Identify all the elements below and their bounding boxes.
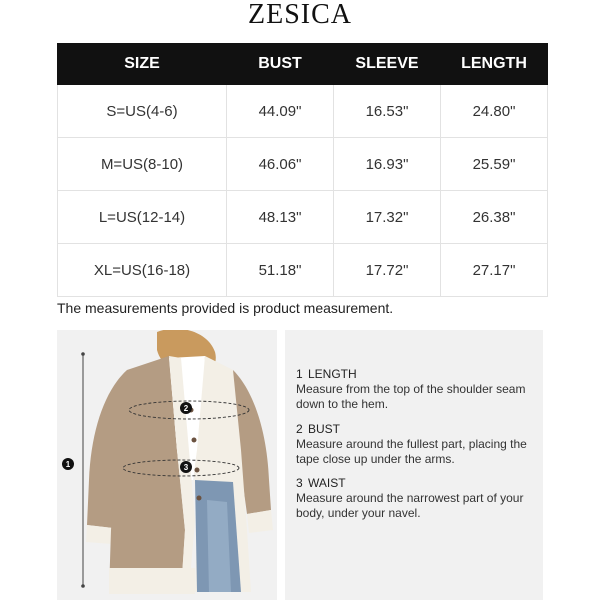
measurement-guide-panel (285, 330, 543, 600)
measurement-note: The measurements provided is product measurement. (57, 300, 394, 316)
cell-length: 25.59" (441, 138, 548, 191)
header-sleeve: SLEEVE (334, 44, 441, 85)
cell-size: L=US(12-14) (58, 191, 227, 244)
measure-number: 1 (296, 367, 303, 381)
size-chart-table (57, 43, 548, 297)
measure-item-length (296, 367, 531, 412)
marker-waist-label: 3 (183, 463, 189, 472)
cardigan-button (197, 496, 202, 501)
cell-size: S=US(4-6) (58, 85, 227, 138)
brand-logo: ZESICA (248, 0, 352, 30)
measure-description: Measure around the narrowest part of your body, under your navel. (296, 491, 524, 520)
measure-title: LENGTH (308, 367, 357, 381)
cell-length: 27.17" (441, 244, 548, 297)
header-size: SIZE (58, 44, 227, 85)
cell-sleeve: 16.93" (334, 138, 441, 191)
cell-length: 24.80" (441, 85, 548, 138)
cell-bust: 46.06" (227, 138, 334, 191)
measure-title: BUST (308, 422, 341, 436)
cell-sleeve: 17.72" (334, 244, 441, 297)
cardigan-hem (109, 568, 195, 594)
cell-sleeve: 16.53" (334, 85, 441, 138)
cardigan-button (192, 438, 197, 443)
table-row (58, 244, 548, 297)
right-cuff (247, 510, 273, 533)
length-dimension-cap-bottom (81, 584, 85, 588)
cell-bust: 51.18" (227, 244, 334, 297)
header-length: LENGTH (441, 44, 548, 85)
measure-heading (296, 422, 531, 437)
measure-item-bust (296, 422, 531, 467)
measure-item-waist (296, 476, 531, 521)
cell-sleeve: 17.32" (334, 191, 441, 244)
marker-bust-label: 2 (183, 404, 189, 413)
measure-title: WAIST (308, 476, 346, 490)
cell-bust: 48.13" (227, 191, 334, 244)
cell-length: 26.38" (441, 191, 548, 244)
table-row (58, 191, 548, 244)
cell-size: M=US(8-10) (58, 138, 227, 191)
cardigan-illustration (57, 330, 277, 600)
measure-number: 2 (296, 422, 303, 436)
cell-bust: 44.09" (227, 85, 334, 138)
measure-description: Measure from the top of the shoulder seam down to the hem. (296, 382, 526, 411)
table-row (58, 138, 548, 191)
measure-heading (296, 367, 531, 382)
cell-size: XL=US(16-18) (58, 244, 227, 297)
jeans-shade (207, 500, 231, 592)
product-photo-panel (57, 330, 277, 600)
length-dimension-cap-top (81, 352, 85, 356)
table-header-row (58, 44, 548, 85)
marker-length-label: 1 (65, 460, 71, 469)
measure-description: Measure around the fullest part, placing the tape close up under the arms. (296, 437, 527, 466)
table-row (58, 85, 548, 138)
cardigan-button (195, 468, 200, 473)
left-cuff (86, 525, 113, 544)
measure-heading (296, 476, 531, 491)
measure-number: 3 (296, 476, 303, 490)
header-bust: BUST (227, 44, 334, 85)
